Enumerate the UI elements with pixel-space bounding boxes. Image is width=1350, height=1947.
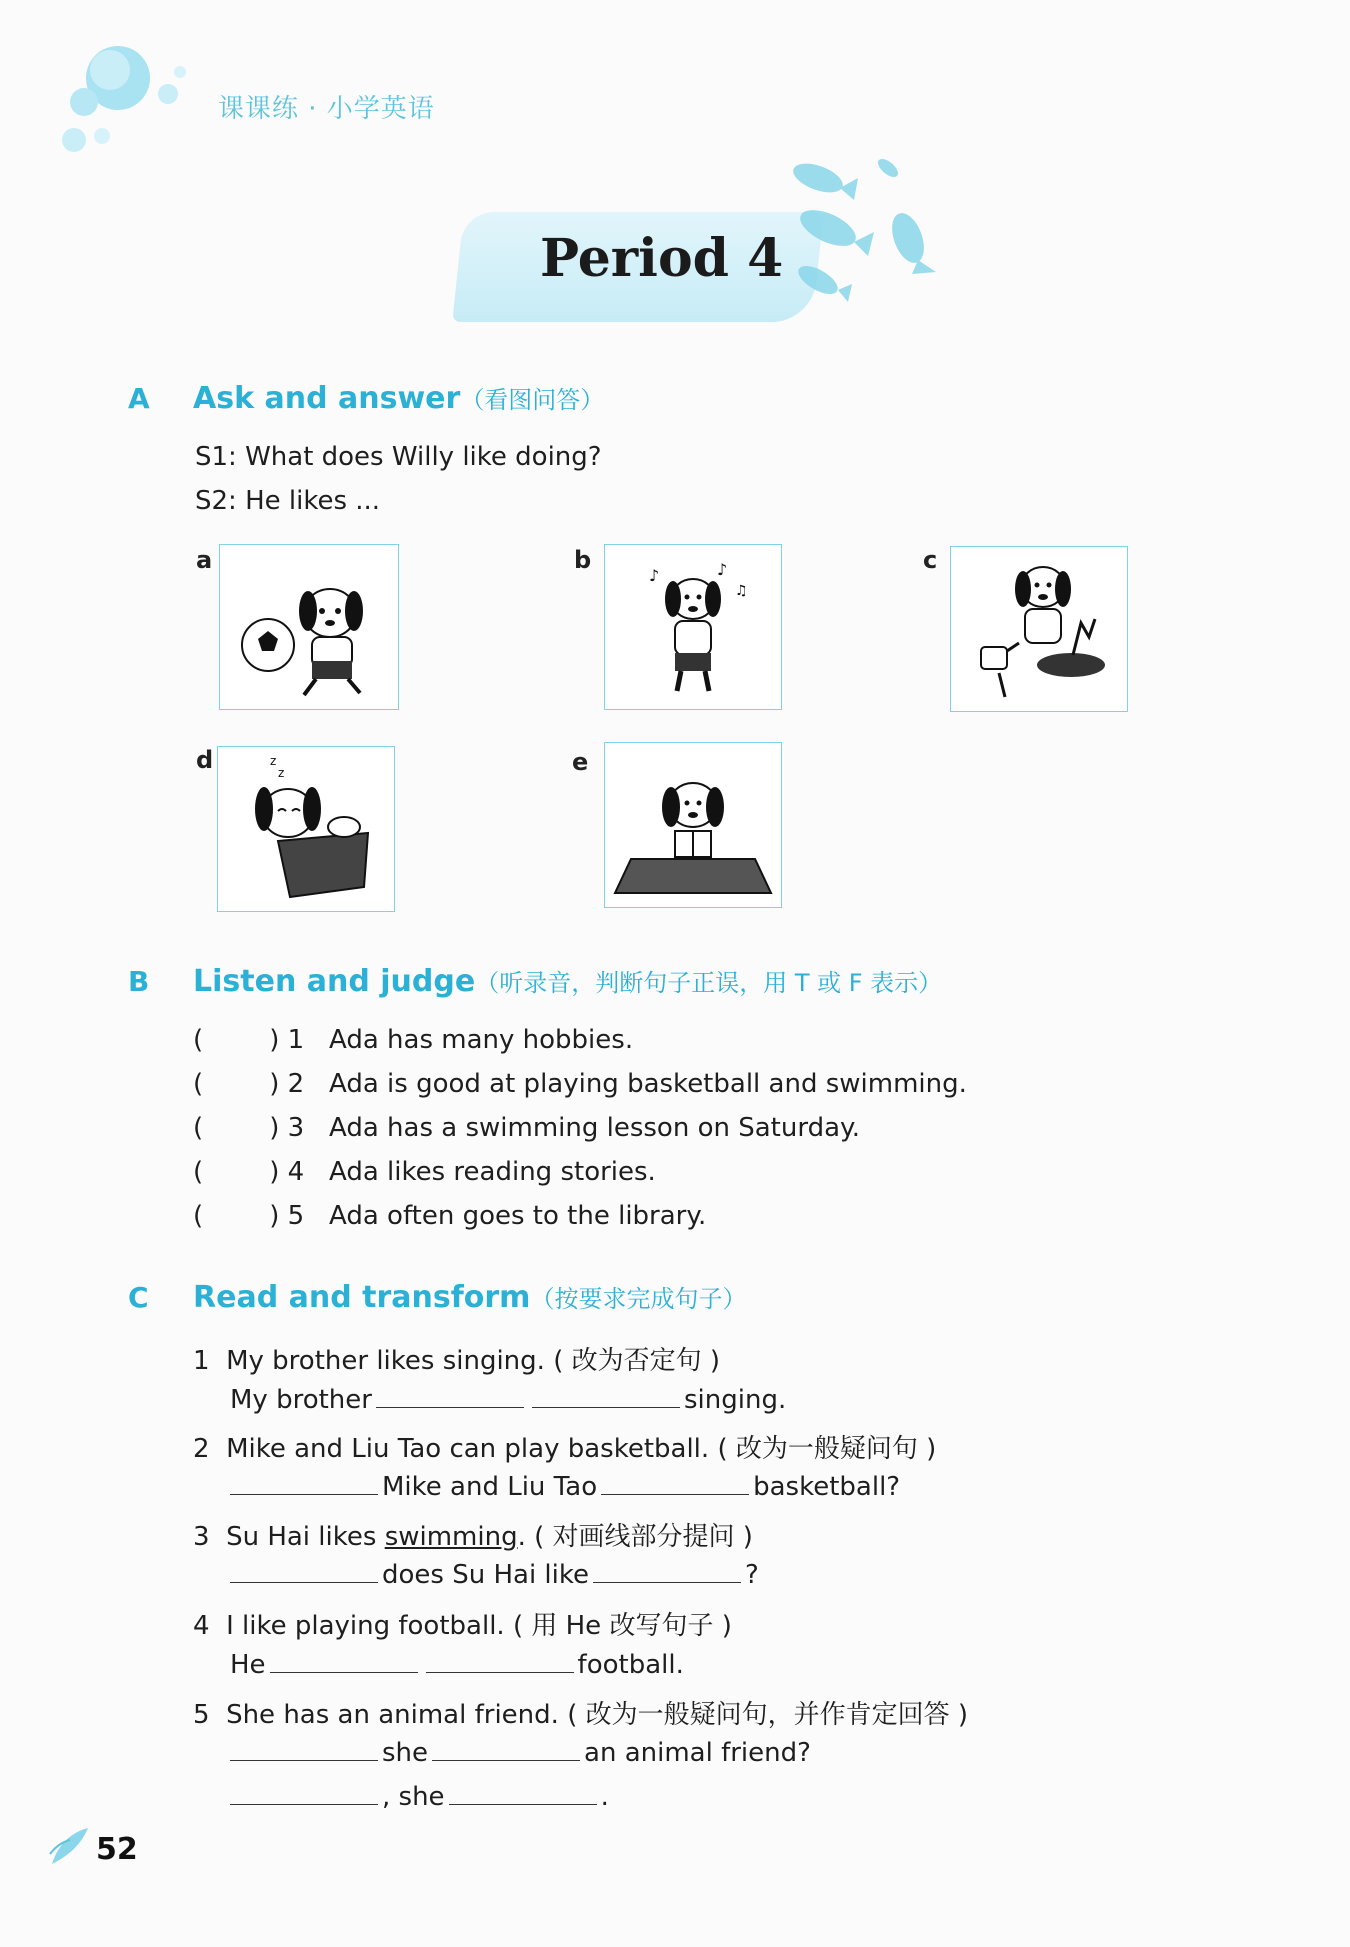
picture-e	[604, 742, 782, 908]
question-hint: ( 改为一般疑问句 )	[717, 1434, 937, 1464]
judge-item-number: 2	[287, 1069, 305, 1099]
section-c-title	[193, 1279, 746, 1315]
answer-blank[interactable]	[230, 1474, 378, 1495]
judge-item-text: Ada often goes to the library.	[329, 1201, 707, 1231]
answer-text: she	[382, 1738, 429, 1768]
question-text: Su Hai likes	[226, 1522, 385, 1552]
judge-item	[193, 1157, 656, 1187]
answer-text: Mike and Liu Tao	[382, 1472, 598, 1502]
question-text: My brother likes singing.	[226, 1346, 545, 1376]
section-a-s1: S1: What does Willy like doing?	[195, 442, 602, 472]
answer-blank[interactable]	[449, 1784, 597, 1805]
picture-label-d: d	[196, 746, 214, 774]
question-text: She has an animal friend.	[226, 1700, 559, 1730]
judge-item-number: 1	[287, 1025, 305, 1055]
judge-item-number: 3	[287, 1113, 305, 1143]
section-b-title-text: Listen and judge	[193, 964, 476, 999]
svg-text:z: z	[278, 766, 285, 780]
answer-text: does Su Hai like	[382, 1560, 590, 1590]
section-a-subtitle: （看图问答）	[460, 386, 605, 414]
judge-answer-slot[interactable]: ( )	[193, 1069, 280, 1099]
picture-label-e: e	[572, 748, 589, 776]
answer-line	[226, 1560, 759, 1590]
picture-label-b: b	[574, 546, 592, 574]
svg-text:♪: ♪	[649, 566, 660, 585]
answer-blank[interactable]	[376, 1387, 524, 1408]
judge-item-text: Ada likes reading stories.	[329, 1157, 656, 1187]
transform-question	[193, 1694, 968, 1731]
bubbles-decoration	[60, 40, 200, 160]
section-b-letter: B	[128, 965, 150, 998]
judge-answer-slot[interactable]: ( )	[193, 1025, 280, 1055]
svg-text:♪: ♪	[717, 560, 728, 579]
answer-text: He	[230, 1650, 266, 1680]
question-text: .	[517, 1522, 526, 1552]
fish-decoration	[768, 148, 948, 318]
dog-reading-icon	[605, 743, 781, 907]
underlined-word: swimming	[384, 1522, 518, 1552]
page-number: 52	[96, 1832, 138, 1867]
question-text: I like playing football.	[226, 1611, 505, 1641]
picture-c	[950, 546, 1128, 712]
answer-blank[interactable]	[230, 1784, 378, 1805]
picture-label-c: c	[923, 546, 938, 574]
transform-question	[193, 1605, 732, 1642]
judge-answer-slot[interactable]: ( )	[193, 1201, 280, 1231]
page-title: Period 4	[540, 228, 784, 289]
answer-text: ?	[745, 1560, 759, 1590]
answer-blank[interactable]	[230, 1740, 378, 1761]
dog-gardening-icon	[951, 547, 1127, 711]
answer-text: football.	[577, 1650, 684, 1680]
dog-singing-icon	[605, 545, 781, 709]
judge-answer-slot[interactable]: ( )	[193, 1157, 280, 1187]
question-hint: ( 改为否定句 )	[553, 1346, 721, 1376]
leaf-icon	[48, 1824, 92, 1868]
judge-item-number: 4	[287, 1157, 305, 1187]
section-a-title	[193, 380, 604, 416]
answer-blank[interactable]	[532, 1387, 680, 1408]
answer-text: , she	[382, 1782, 445, 1812]
picture-b	[604, 544, 782, 710]
answer-line	[226, 1738, 811, 1768]
answer-text: basketball?	[753, 1472, 901, 1502]
answer-text: singing.	[683, 1385, 787, 1415]
answer-blank[interactable]	[432, 1740, 580, 1761]
question-hint: ( 改为一般疑问句，并作肯定回答 )	[567, 1700, 969, 1730]
transform-question	[193, 1340, 720, 1377]
section-a-s2: S2: He likes ...	[195, 486, 381, 516]
judge-item-text: Ada has many hobbies.	[329, 1025, 634, 1055]
picture-d	[217, 746, 395, 912]
dog-playing-football-icon	[220, 545, 398, 709]
judge-item	[193, 1069, 967, 1099]
judge-item	[193, 1025, 633, 1055]
answer-blank[interactable]	[426, 1652, 574, 1673]
answer-text: My brother	[230, 1385, 372, 1415]
section-a-letter: A	[128, 382, 150, 415]
answer-text: an animal friend?	[584, 1738, 811, 1768]
svg-text:♫: ♫	[735, 583, 748, 599]
question-number: 1	[193, 1346, 210, 1376]
answer-line	[226, 1782, 609, 1812]
section-b-subtitle: （听录音，判断句子正误，用 T 或 F 表示）	[475, 969, 943, 997]
section-c-subtitle: （按要求完成句子）	[530, 1285, 747, 1313]
question-number: 2	[193, 1434, 210, 1464]
answer-line	[226, 1472, 900, 1502]
answer-blank[interactable]	[230, 1562, 378, 1583]
section-c-title-text: Read and transform	[193, 1280, 531, 1315]
section-c-letter: C	[128, 1281, 149, 1314]
answer-line	[230, 1385, 786, 1415]
judge-item-text: Ada has a swimming lesson on Saturday.	[329, 1113, 860, 1143]
svg-text:z: z	[270, 754, 277, 768]
judge-item-number: 5	[287, 1201, 305, 1231]
answer-blank[interactable]	[601, 1474, 749, 1495]
picture-label-a: a	[196, 546, 213, 574]
judge-answer-slot[interactable]: ( )	[193, 1113, 280, 1143]
judge-item-text: Ada is good at playing basketball and swimming.	[329, 1069, 967, 1099]
transform-question	[193, 1428, 936, 1465]
judge-item	[193, 1201, 706, 1231]
question-number: 3	[193, 1522, 210, 1552]
transform-question	[193, 1516, 753, 1553]
question-text: Mike and Liu Tao can play basketball.	[226, 1434, 710, 1464]
picture-a	[219, 544, 399, 710]
question-number: 4	[193, 1611, 210, 1641]
answer-blank[interactable]	[270, 1652, 418, 1673]
question-number: 5	[193, 1700, 210, 1730]
section-b-title	[193, 963, 942, 999]
series-header: 课课练 · 小学英语	[218, 94, 435, 124]
answer-line	[230, 1650, 684, 1680]
question-hint: ( 用 He 改写句子 )	[512, 1611, 732, 1641]
answer-blank[interactable]	[593, 1562, 741, 1583]
answer-text: .	[600, 1782, 609, 1812]
dog-sleeping-icon	[218, 747, 394, 911]
section-a-title-text: Ask and answer	[193, 381, 461, 416]
judge-item	[193, 1113, 860, 1143]
question-hint: ( 对画线部分提问 )	[534, 1522, 753, 1552]
